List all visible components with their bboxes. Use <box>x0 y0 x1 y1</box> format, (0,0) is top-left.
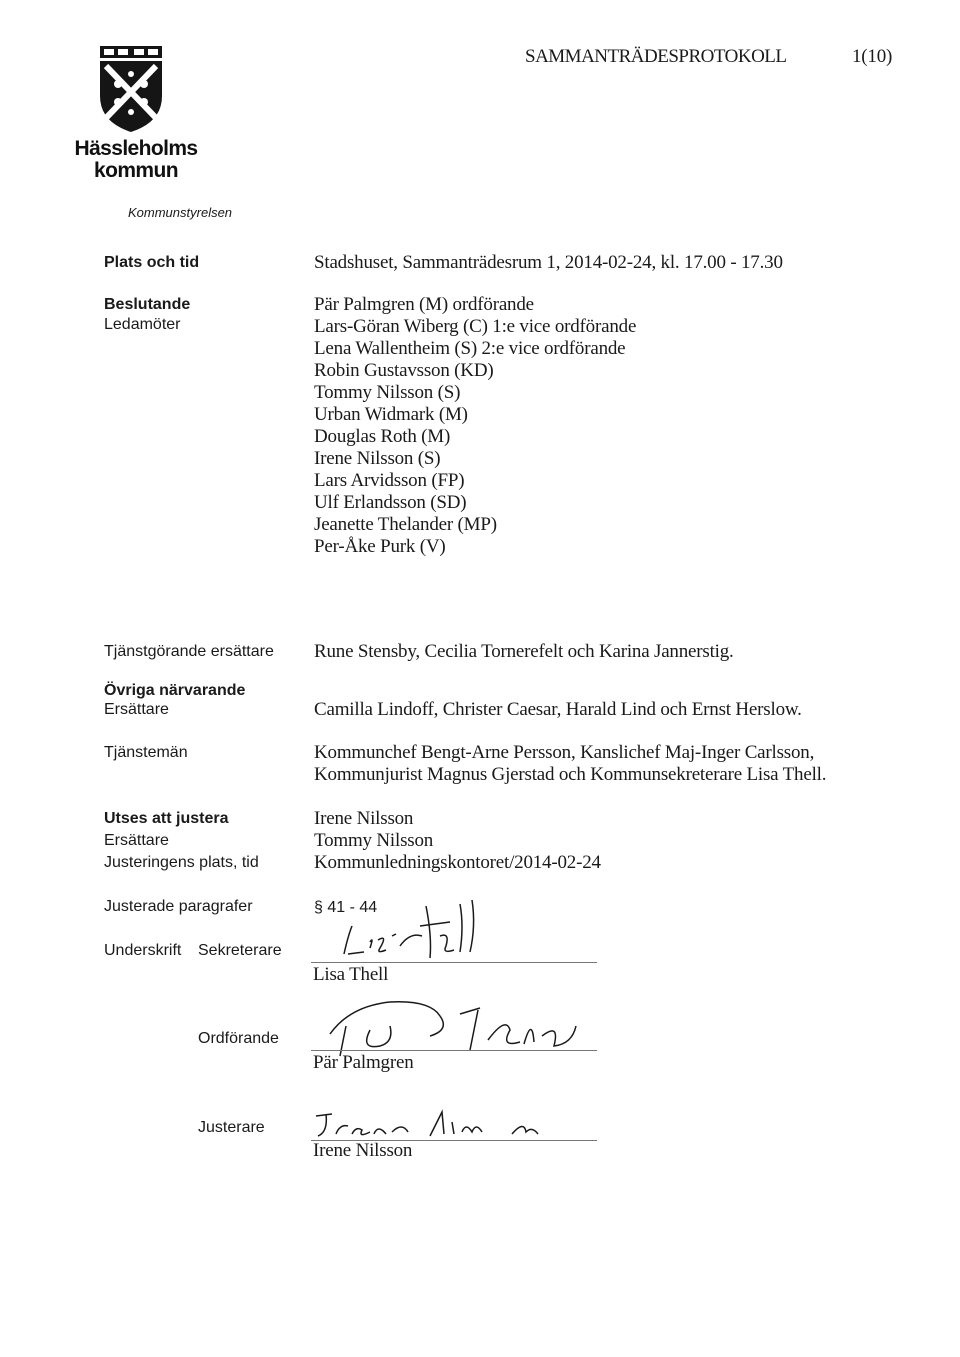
tjanstgorande-label: Tjänstgörande ersättare <box>104 643 274 660</box>
plats-och-tid-label: Plats och tid <box>104 254 200 271</box>
utses-att-justera-value: Irene Nilsson <box>314 808 414 829</box>
member-item: Lars Arvidsson (FP) <box>314 470 465 491</box>
member-item: Urban Widmark (M) <box>314 404 468 425</box>
member-item: Pär Palmgren (M) ordförande <box>314 294 534 315</box>
ledamoter-label: Ledamöter <box>104 316 181 333</box>
ovriga-value: Camilla Lindoff, Christer Caesar, Harald Lind och Ernst Herslow. <box>314 699 802 720</box>
justerade-paragrafer-value: § 41 - 44 <box>314 899 378 916</box>
member-item: Ulf Erlandsson (SD) <box>314 492 467 513</box>
underskrift-label: Underskrift <box>104 942 182 959</box>
member-item: Irene Nilsson (S) <box>314 448 441 469</box>
sekreterare-signature-line <box>311 962 597 963</box>
ovriga-label: Övriga närvarande <box>104 682 246 699</box>
sekreterare-name: Lisa Thell <box>313 964 389 985</box>
plats-och-tid-value: Stadshuset, Sammanträdesrum 1, 2014-02-24, kl. 17.00 - 17.30 <box>314 252 783 273</box>
justering-ersattare-label: Ersättare <box>104 832 169 849</box>
member-item: Douglas Roth (M) <box>314 426 451 447</box>
member-item: Tommy Nilsson (S) <box>314 382 461 403</box>
justering-ersattare-value: Tommy Nilsson <box>314 830 434 851</box>
ovriga-ersattare-label: Ersättare <box>104 701 169 718</box>
sekreterare-label: Sekreterare <box>198 942 282 959</box>
ordforande-signature-line <box>311 1050 597 1051</box>
justerare-name: Irene Nilsson <box>313 1140 413 1161</box>
tjanstgorande-value: Rune Stensby, Cecilia Tornerefelt och Karina Jannerstig. <box>314 641 734 662</box>
tjanstemannen-label: Tjänstemän <box>104 744 188 761</box>
member-item: Jeanette Thelander (MP) <box>314 514 497 535</box>
justerare-signature <box>312 1106 572 1142</box>
beslutande-label: Beslutande <box>104 296 191 313</box>
member-item: Per-Åke Purk (V) <box>314 536 446 557</box>
municipality-coat-of-arms-logo <box>96 44 166 134</box>
utses-att-justera-label: Utses att justera <box>104 810 229 827</box>
justerare-label: Justerare <box>198 1119 265 1136</box>
ordforande-label: Ordförande <box>198 1030 279 1047</box>
unit-name: Kommunstyrelsen <box>128 205 233 220</box>
justeringens-plats-value: Kommunledningskontoret/2014-02-24 <box>314 852 601 873</box>
justeringens-plats-label: Justeringens plats, tid <box>104 854 259 871</box>
member-item: Lars-Göran Wiberg (C) 1:e vice ordförande <box>314 316 637 337</box>
logo-text: Hässleholms kommun <box>74 137 198 182</box>
justerade-paragrafer-label: Justerade paragrafer <box>104 898 253 915</box>
tjanstemannen-line-1: Kommunchef Bengt-Arne Persson, Kanslichef Maj-Inger Carlsson, <box>314 742 815 763</box>
member-item: Robin Gustavsson (KD) <box>314 360 494 381</box>
ordforande-signature <box>310 986 580 1058</box>
tjanstemannen-line-2: Kommunjurist Magnus Gjerstad och Kommunsekreterare Lisa Thell. <box>314 764 827 785</box>
document-title: SAMMANTRÄDESPROTOKOLL <box>525 46 787 67</box>
page-number: 1(10) <box>852 46 893 67</box>
members-list <box>314 294 636 558</box>
member-item: Lena Wallentheim (S) 2:e vice ordförande <box>314 338 626 359</box>
ordforande-name: Pär Palmgren <box>313 1052 414 1073</box>
